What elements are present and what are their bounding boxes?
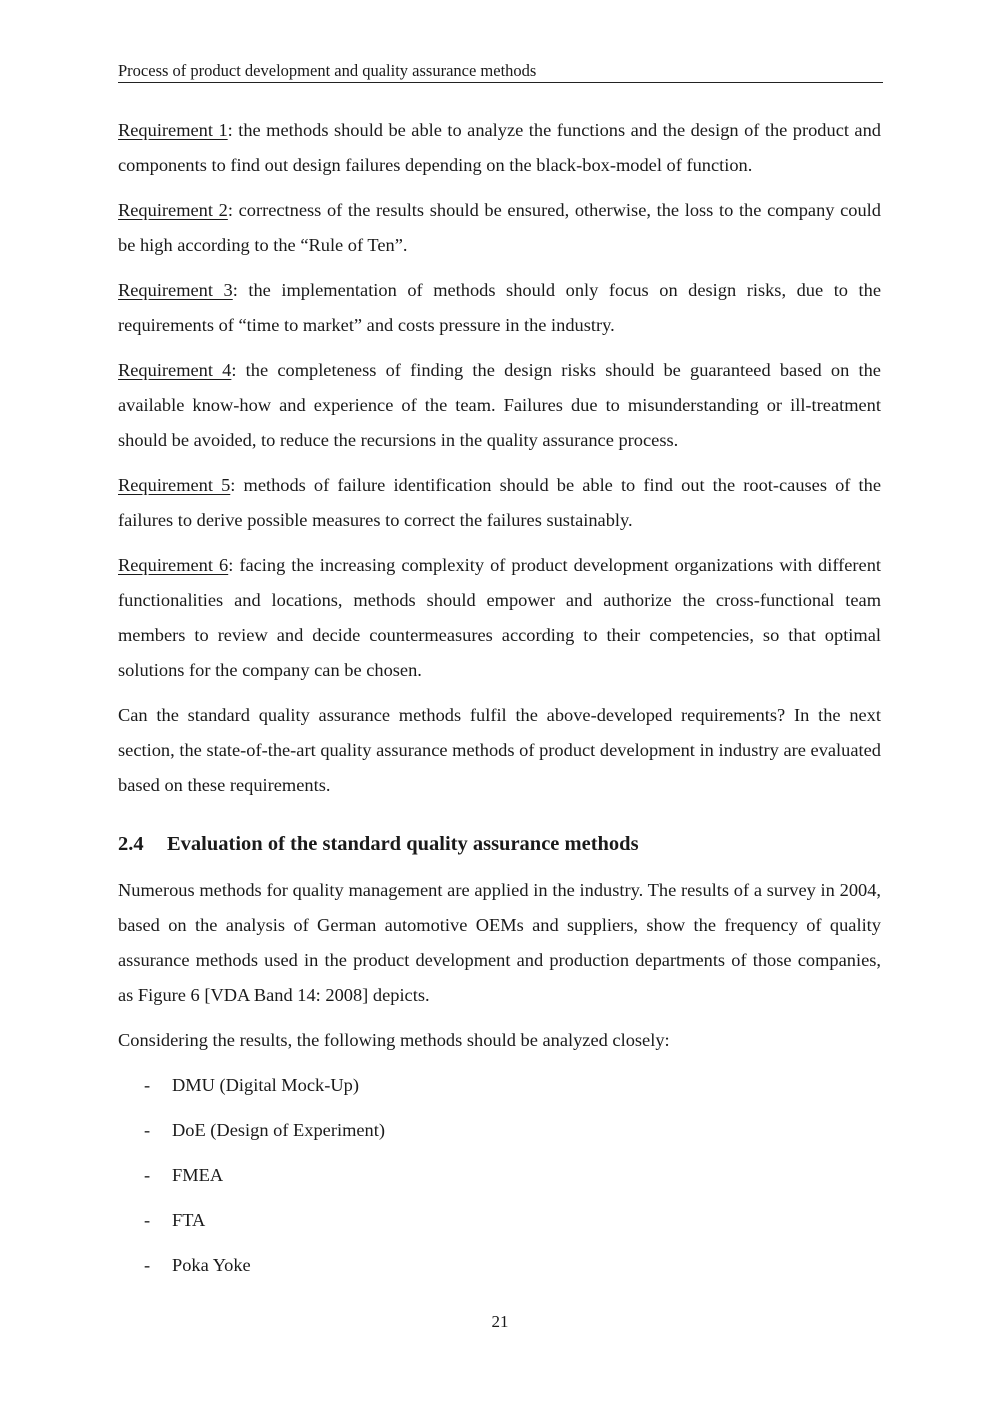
- list-item-text: DMU (Digital Mock-Up): [172, 1075, 359, 1095]
- list-item-text: Poka Yoke: [172, 1255, 251, 1275]
- requirement-5-label: Requirement 5: [118, 475, 231, 495]
- list-marker: -: [144, 1165, 151, 1185]
- requirement-4-text: : the completeness of finding the design risks should be guaranteed based on the available know-how and experience of the team. Failures due to misunderstanding or ill-treatment should be avoided, to reduce the recursions in the quality assurance process.: [118, 360, 881, 450]
- requirement-1: [118, 113, 881, 183]
- requirement-3-text: : the implementation of methods should only focus on design risks, due to the requirements of “time to market” and costs pressure in the industry.: [118, 280, 881, 335]
- list-item-text: FMEA: [172, 1165, 224, 1185]
- requirement-5: [118, 468, 881, 538]
- requirement-1-label: Requirement 1: [118, 120, 228, 140]
- running-header: Process of product development and quality assurance methods: [118, 61, 883, 83]
- section-paragraph-1: Numerous methods for quality management are applied in the industry. The results of a survey in 2004, based on the analysis of German automotive OEMs and suppliers, show the frequency of quality assurance methods used in the product development and production departments of those companies, as Figure 6 [VDA Band 14: 2008] depicts.: [118, 880, 881, 1005]
- section-paragraph-2: Considering the results, the following methods should be analyzed closely:: [118, 1030, 670, 1050]
- list-item: [118, 1158, 881, 1193]
- section-heading: [118, 829, 881, 859]
- requirement-2-label: Requirement 2: [118, 200, 228, 220]
- requirement-5-text: : methods of failure identification should be able to find out the root-causes of the failures to derive possible measures to correct the failures sustainably.: [118, 475, 881, 530]
- requirement-2: [118, 193, 881, 263]
- list-item: [118, 1248, 881, 1283]
- list-item-text: DoE (Design of Experiment): [172, 1120, 385, 1140]
- page-body: [118, 113, 881, 1293]
- requirement-6-text: : facing the increasing complexity of product development organizations with different functionalities and locations, methods should empower and authorize the cross-functional team members to review and decide countermeasures according to their competencies, so that optimal solutions for the company can be chosen.: [118, 555, 881, 680]
- list-item: [118, 1113, 881, 1148]
- requirement-2-text: : correctness of the results should be ensured, otherwise, the loss to the company could be high according to the “Rule of Ten”.: [118, 200, 881, 255]
- requirement-3: [118, 273, 881, 343]
- list-marker: -: [144, 1210, 151, 1230]
- list-marker: -: [144, 1075, 151, 1095]
- requirement-6-label: Requirement 6: [118, 555, 229, 575]
- section-number: 2.4: [118, 833, 144, 855]
- list-marker: -: [144, 1120, 151, 1140]
- methods-list: [118, 1068, 881, 1283]
- requirement-6: [118, 548, 881, 688]
- list-item-text: FTA: [172, 1210, 206, 1230]
- list-item: [118, 1068, 881, 1103]
- requirement-3-label: Requirement 3: [118, 280, 233, 300]
- page-number: 21: [491, 1312, 509, 1331]
- list-marker: -: [144, 1255, 151, 1275]
- closing-paragraph: Can the standard quality assurance methods fulfil the above-developed requirements? In the next section, the state-of-the-art quality assurance methods of product development in industry are evaluated based on these requirements.: [118, 705, 881, 795]
- requirement-4: [118, 353, 881, 458]
- list-item: [118, 1203, 881, 1238]
- section-title: Evaluation of the standard quality assurance methods: [167, 833, 639, 855]
- requirement-4-label: Requirement 4: [118, 360, 232, 380]
- requirement-1-text: : the methods should be able to analyze the functions and the design of the product and components to find out design failures depending on the black-box-model of function.: [118, 120, 881, 175]
